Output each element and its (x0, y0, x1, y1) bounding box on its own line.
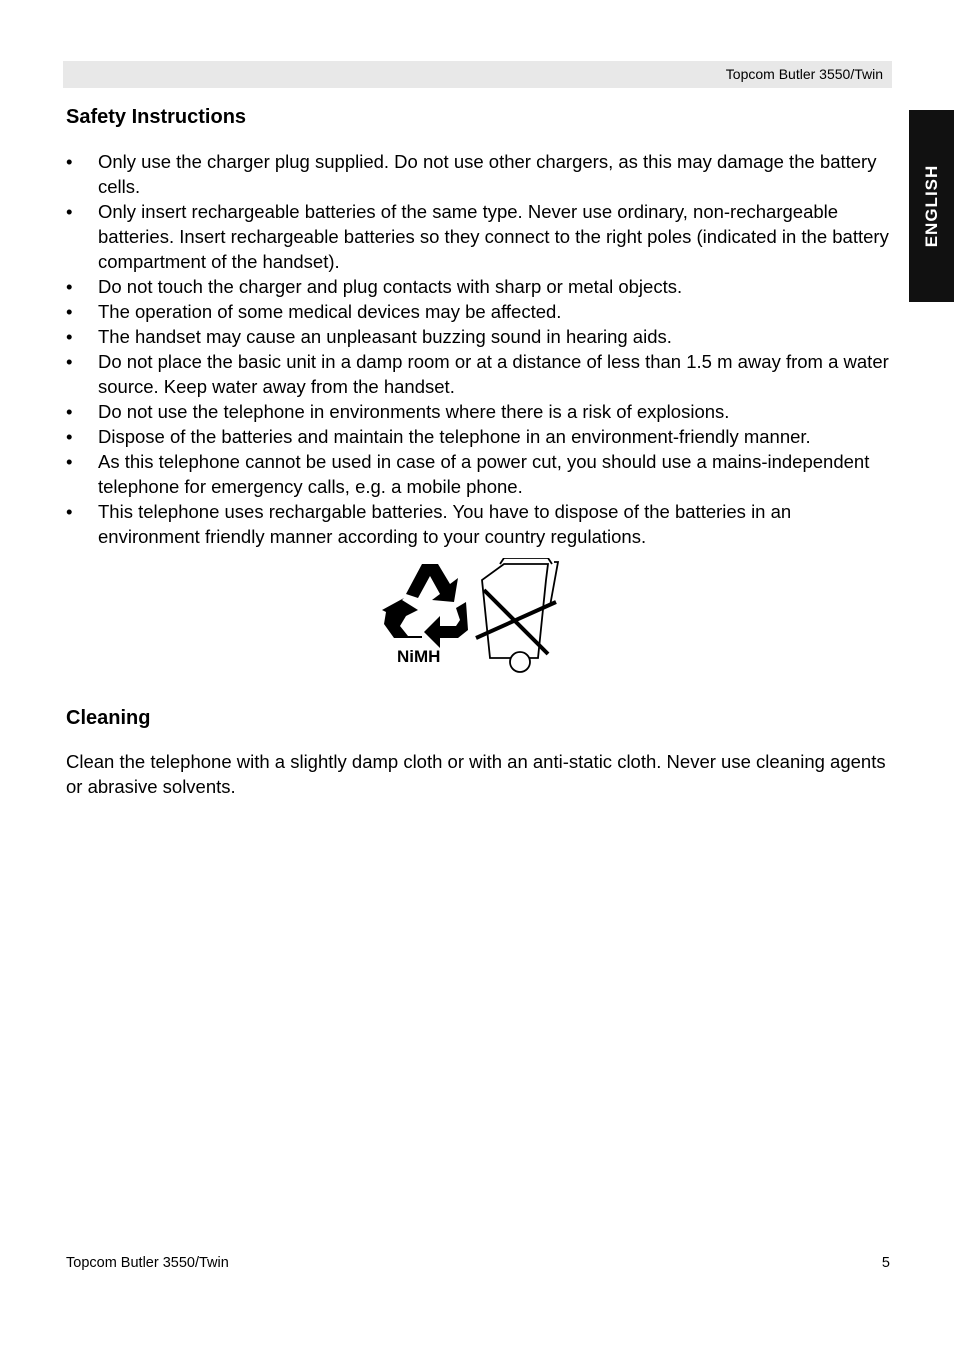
safety-list (66, 149, 896, 549)
list-item-text: The operation of some medical devices may be affected. (98, 301, 562, 322)
list-item-text: Dispose of the batteries and maintain the telephone in an environment-friendly manner. (98, 426, 811, 447)
list-item (66, 399, 896, 424)
bullet: • (66, 151, 73, 172)
page-number: 5 (881, 1255, 890, 1271)
list-item (66, 424, 896, 449)
bullet: • (66, 326, 73, 347)
cleaning-heading: Cleaning (66, 707, 151, 729)
list-item (66, 324, 896, 349)
footer-title: Topcom Butler 3550/Twin (66, 1255, 229, 1271)
list-item (66, 449, 896, 499)
bullet: • (66, 401, 73, 422)
list-item-text: Do not place the basic unit in a damp room or at a distance of less than 1.5 m away from a water source. Keep water away from the handset. (98, 351, 889, 397)
list-item (66, 299, 896, 324)
list-item (66, 274, 896, 299)
header-title: Topcom Butler 3550/Twin (725, 66, 883, 82)
list-item-text: Only insert rechargeable batteries of the same type. Never use ordinary, non-rechargeable batteries. Insert rechargeable batteries so they connect to the right poles (indicated in the battery compartment of the handset). (98, 201, 889, 272)
recycle-icon (382, 564, 468, 648)
bullet: • (66, 276, 73, 297)
list-item-text: Only use the charger plug supplied. Do not use other chargers, as this may damage the battery cells. (98, 151, 877, 197)
list-item-text: As this telephone cannot be used in case of a power cut, you should use a mains-independent telephone for emergency calls, e.g. a mobile phone. (98, 451, 870, 497)
list-item-text: The handset may cause an unpleasant buzzing sound in hearing aids. (98, 326, 672, 347)
bullet: • (66, 501, 73, 522)
list-item (66, 349, 896, 399)
bullet: • (66, 201, 73, 222)
list-item-text: This telephone uses rechargable batteries. You have to dispose of the batteries in an environment friendly manner according to your country regulations. (98, 501, 792, 547)
list-item (66, 149, 896, 199)
bullet: • (66, 351, 73, 372)
list-item (66, 499, 896, 549)
nimh-label: NiMH (397, 647, 441, 666)
header-bar (63, 61, 892, 88)
crossed-out-bin-icon (476, 558, 558, 672)
list-item (66, 199, 896, 274)
language-tab-label: ENGLISH (921, 164, 941, 248)
language-tab (909, 110, 954, 302)
bullet: • (66, 426, 73, 447)
cleaning-text: Clean the telephone with a slightly damp cloth or with an anti-static cloth. Never use cleaning agents or abrasive solvents. (66, 751, 886, 797)
bullet: • (66, 301, 73, 322)
list-item-text: Do not touch the charger and plug contacts with sharp or metal objects. (98, 276, 683, 297)
safety-heading: Safety Instructions (66, 106, 247, 128)
bullet: • (66, 451, 73, 472)
list-item-text: Do not use the telephone in environments where there is a risk of explosions. (98, 401, 730, 422)
